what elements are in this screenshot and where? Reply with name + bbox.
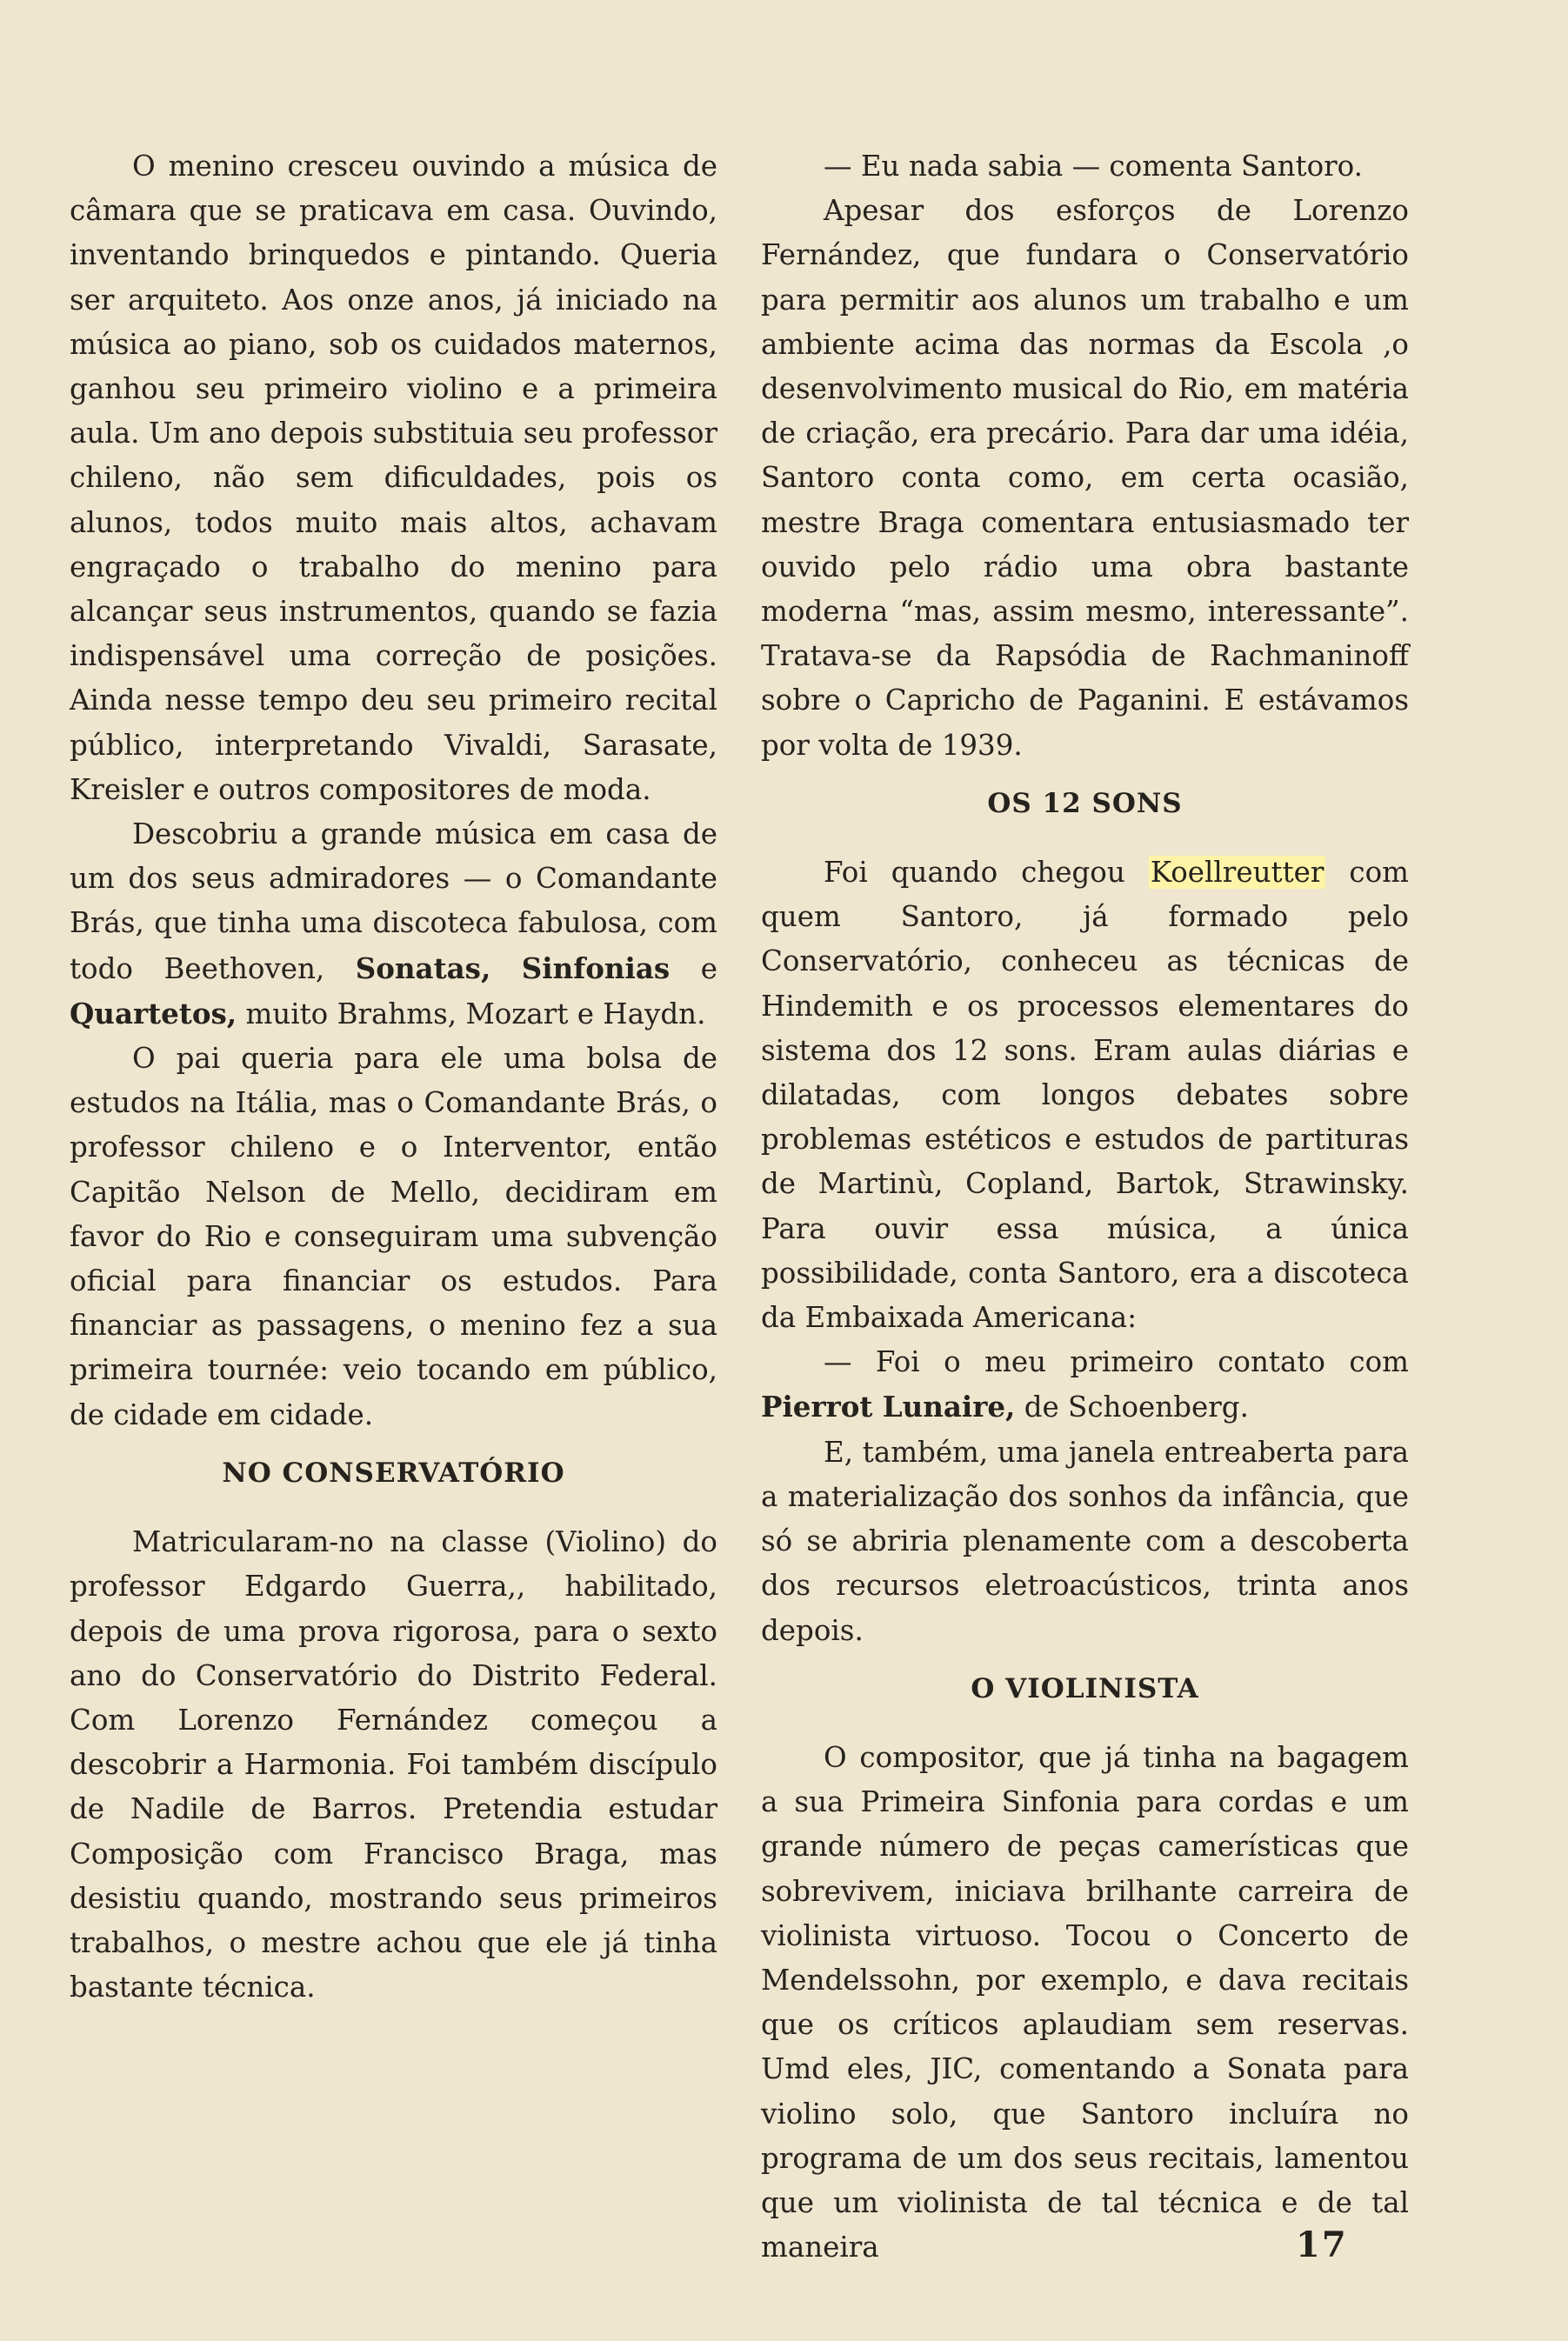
paragraph-conservatory-efforts: Apesar dos esforços de Lorenzo Fernández, que fundara o Conservatório para permitir aos alunos um trabalho e um ambiente acima das normas da Escola ,o desenvolvimento musical do Rio, em matéria de criação, era precário. Para dar uma idéia, Santoro conta como, em certa ocasião, mestre Braga comentara entusiasmado ter ouvido pelo rádio uma obra bastante moderna “mas, assim mesmo, interessante”. Tratava-se da Rapsódia de Rachmaninoff sobre o Capricho de Paganini. E estávamos por volta de 1939. xyxy=(761,194,1409,762)
paragraph-window: E, também, uma janela entreaberta para a materialização dos sonhos da infância, que só se abriria plenamente com a descoberta dos recursos eletroacústicos, trinta anos depois. xyxy=(761,1435,1409,1647)
highlighted-name: Koellreutter xyxy=(1150,856,1324,890)
section-heading-violinista: O VIOLINISTA xyxy=(971,1672,1199,1704)
right-column xyxy=(761,144,1409,2270)
paragraph-koellreutter xyxy=(761,850,1409,1340)
bold-pierrot-lunaire: Pierrot Lunaire, xyxy=(761,1390,1016,1424)
text-run: — Foi o meu primeiro contato com xyxy=(824,1345,1409,1379)
text-run: muito Brahms, Mozart e Haydn. xyxy=(245,997,706,1030)
paragraph-enrollment: Matricularam-no na classe (Violino) do professor Edgardo Guerra,, habilitado, depois de uma prova rigorosa, para o sexto ano do Conservatório do Distrito Federal. Com Lorenzo Fernández começou a descobrir a Harmonia. Foi também discípulo de Nadile de Barros. Pretendia estudar Composição com Francisco Braga, mas desistiu quando, mostrando seus primeiros trabalhos, o mestre achou que ele já tinha bastante técnica. xyxy=(70,1525,717,2004)
bold-sonatas: Sonatas, xyxy=(355,950,491,985)
paragraph-scholarship: O pai queria para ele uma bolsa de estudos na Itália, mas o Comandante Brás, o professor chileno e o Interventor, então Capitão Nelson de Mello, decidiram em favor do Rio e conseguiram uma subvenção oficial para financiar os estudos. Para financiar as passagens, o menino fez a sua primeira tournée: veio tocando em público, de cidade em cidade. xyxy=(70,1042,717,1431)
paragraph-childhood: O menino cresceu ouvindo a música de câmara que se praticava em casa. Ouvindo, inventando brinquedos e pintando. Queria ser arquiteto. Aos onze anos, já iniciado na música ao piano, sob os cuidados maternos, ganhou seu primeiro violino e a primeira aula. Um ano depois substituia seu professor chileno, não sem dificuldades, pois os alunos, todos muito mais altos, achavam engraçado o trabalho do menino para alcançar seus instrumentos, quando se fazia indispensável uma correção de posições. Ainda nesse tempo deu seu primeiro recital público, interpretando Vivaldi, Sarasate, Kreisler e outros compositores de moda. xyxy=(70,150,717,806)
paragraph-quote-santoro: — Eu nada sabia — comenta Santoro. xyxy=(824,150,1364,183)
section-heading-12-sons: OS 12 SONS xyxy=(987,787,1183,819)
paragraph-great-music xyxy=(70,812,717,1037)
section-heading-conservatorio: NO CONSERVATÓRIO xyxy=(222,1457,565,1489)
bold-sinfonias: Sinfonias xyxy=(521,950,671,985)
paragraph-pierrot-quote xyxy=(761,1340,1409,1430)
text-run: de Schoenberg. xyxy=(1024,1391,1249,1424)
text-run: com quem Santoro, já formado pelo Conservatório, conheceu as técnicas de Hindemith e os processos elementares do sistema dos 12 sons. Eram aulas diárias e dilatadas, com longos debates sobre problemas estéticos e estudos de partituras de Martinù, Copland, Bartok, Strawinsky. Para ouvir essa música, a única possibilidade, conta Santoro, era a discoteca da Embaixada Americana: xyxy=(761,856,1409,1335)
text-run: Descobriu a grande música em casa de um dos seus admiradores — o Comandante Brás, que tinha uma discoteca fabulosa, com todo Beethoven, xyxy=(70,817,717,985)
paragraph-violinist: O compositor, que já tinha na bagagem a sua Primeira Sinfonia para cordas e um grande número de peças camerísticas que sobrevivem, iniciava brilhante carreira de violinista virtuoso. Tocou o Concerto de Mendelssohn, por exemplo, e dava recitais que os críticos aplaudiam sem reservas. Umd eles, JIC, comentando a Sonata para violino solo, que Santoro incluíra no programa de um dos seus recitais, lamentou que um violinista de tal técnica e de tal maneira xyxy=(761,1740,1409,2264)
text-run: e xyxy=(700,951,717,985)
left-column xyxy=(70,144,717,2010)
page-number: 17 xyxy=(1296,2224,1348,2265)
text-run: Foi quando chegou xyxy=(824,856,1125,890)
bold-quartetos: Quartetos, xyxy=(70,996,237,1030)
